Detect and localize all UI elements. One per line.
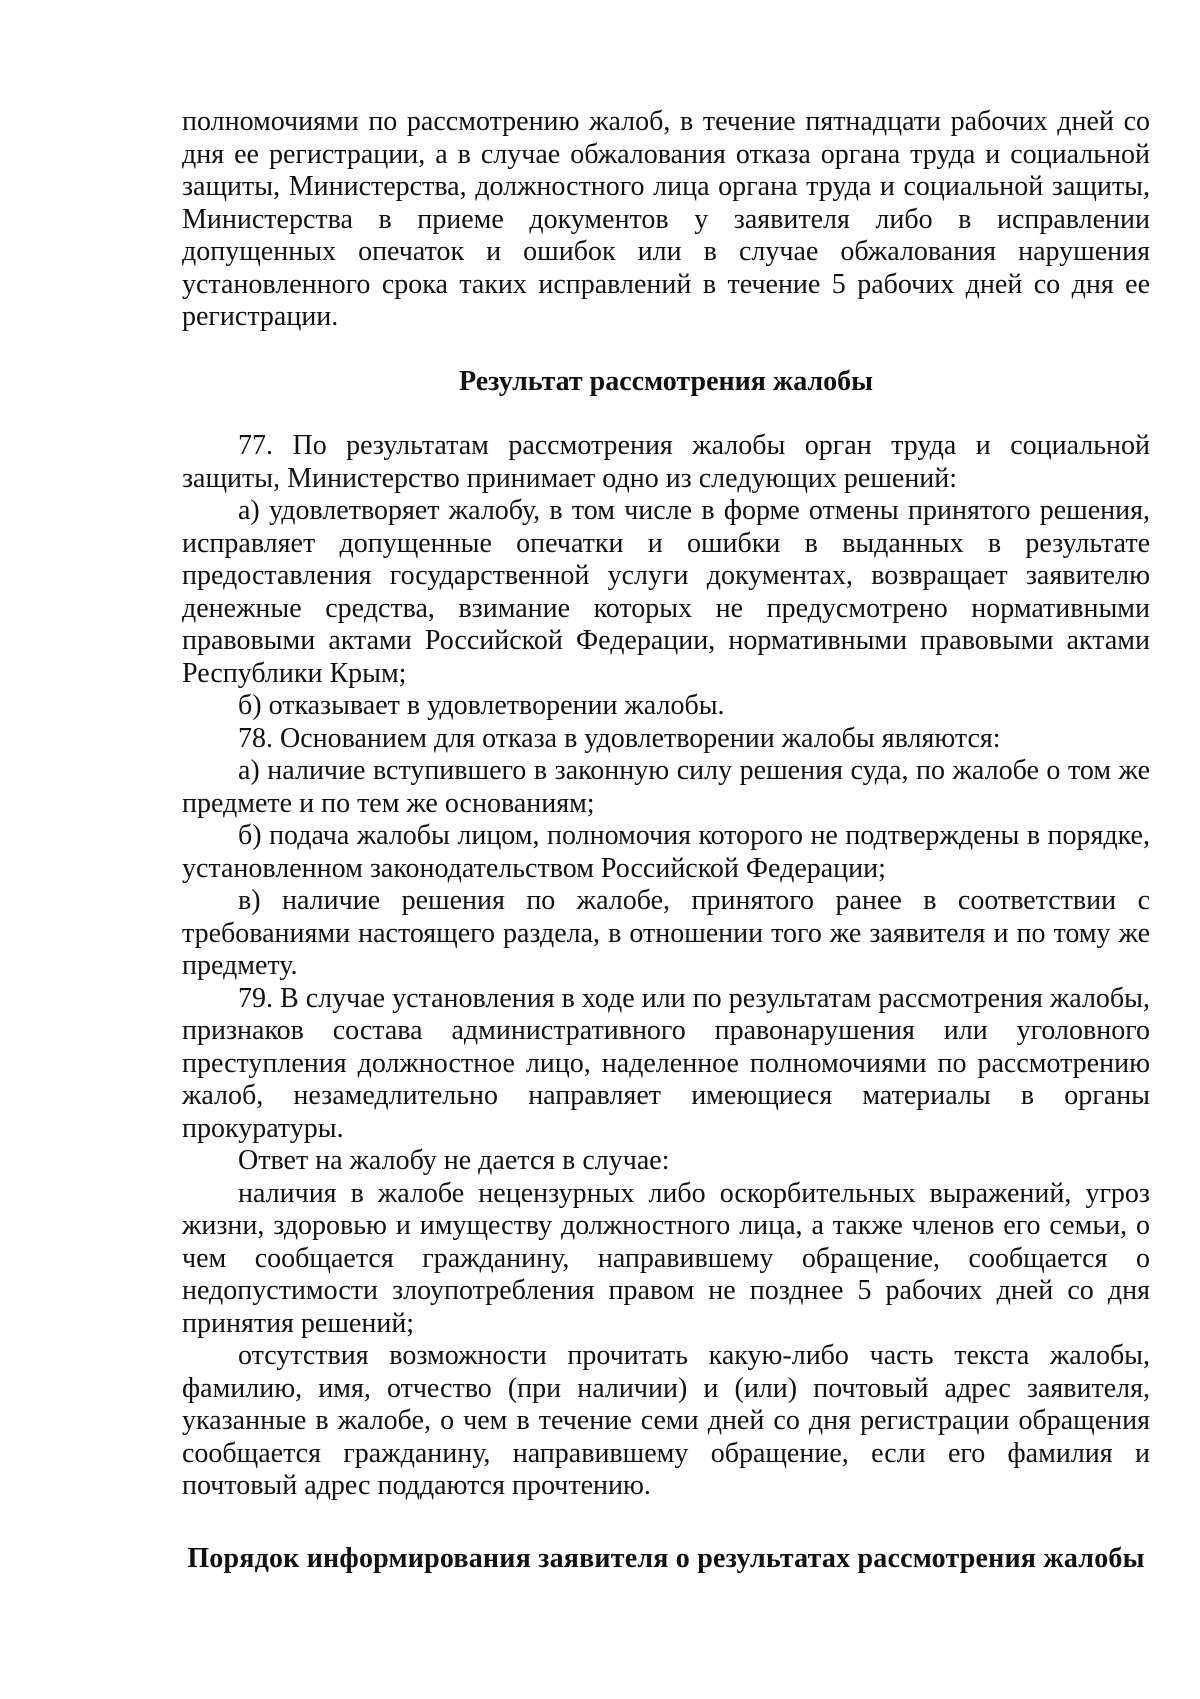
paragraph-78-a: а) наличие вступившего в законную силу решения суда, по жалобе о том же предмете и по тем же основаниям; <box>182 755 1150 819</box>
paragraph-79: 79. В случае установления в ходе или по результатам рассмотрения жалобы, признаков состава административного правонарушения или уголовного преступления должностное лицо, наделенное полномочиями по рассмотрению жалоб, незамедлительно направляет имеющиеся материалы в органы прокуратуры. <box>182 982 1150 1144</box>
section-heading-result: Результат рассмотрения жалобы <box>458 365 874 397</box>
paragraph-77-a: а) удовлетворяет жалобу, в том числе в форме отмены принятого решения, исправляет допущенные опечатки и ошибки в выданных в результате предоставления государственной услуги документах, возвращает заявителю денежные средства, взимание которых не предусмотрено нормативными правовыми актами Российской Федерации, нормативными правовыми актами Республики Крым; <box>182 495 1150 689</box>
paragraph-77: 77. По результатам рассмотрения жалобы орган труда и социальной защиты, Министерство принимает одно из следующих решений: <box>182 430 1150 494</box>
paragraph-78: 78. Основанием для отказа в удовлетворении жалобы являются: <box>238 722 1001 754</box>
paragraph-78-b: б) подача жалобы лицом, полномочия которого не подтверждены в порядке, установленном законодательством Российской Федерации; <box>182 820 1150 884</box>
paragraph-no-answer-obscene: наличия в жалобе нецензурных либо оскорбительных выражений, угроз жизни, здоровью и имуществу должностного лица, а также членов его семьи, о чем сообщается гражданину, направившему обращение, сообщается о недопустимости злоупотребления правом не позднее 5 рабочих дней со дня принятия решений; <box>182 1177 1150 1339</box>
paragraph-no-answer-intro: Ответ на жалобу не дается в случае: <box>238 1145 670 1176</box>
section-heading-inform: Порядок информирования заявителя о результатах рассмотрения жалобы <box>187 1542 1145 1574</box>
paragraph-77-b: б) отказывает в удовлетворении жалобы. <box>238 690 725 721</box>
paragraph-78-c: в) наличие решения по жалобе, принятого ранее в соответствии с требованиями настоящего раздела, в отношении того же заявителя и по тому же предмету. <box>182 885 1150 981</box>
continuation-paragraph: полномочиями по рассмотрению жалоб, в течение пятнадцати рабочих дней со дня ее регистрации, а в случае обжалования отказа органа труда и социальной защиты, Министерства, должностного лица органа труда и социальной защиты, Министерства в приеме документов у заявителя либо в исправлении допущенных опечаток и ошибок или в случае обжалования нарушения установленного срока таких исправлений в течение 5 рабочих дней со дня ее регистрации. <box>182 106 1150 332</box>
paragraph-no-answer-unreadable: отсутствия возможности прочитать какую-либо часть текста жалобы, фамилию, имя, отчество (при наличии) и (или) почтовый адрес заявителя, указанные в жалобе, о чем в течение семи дней со дня регистрации обращения сообщается гражданину, направившему обращение, если его фамилия и почтовый адрес поддаются прочтению. <box>182 1340 1150 1501</box>
document-page <box>182 106 1150 1575</box>
